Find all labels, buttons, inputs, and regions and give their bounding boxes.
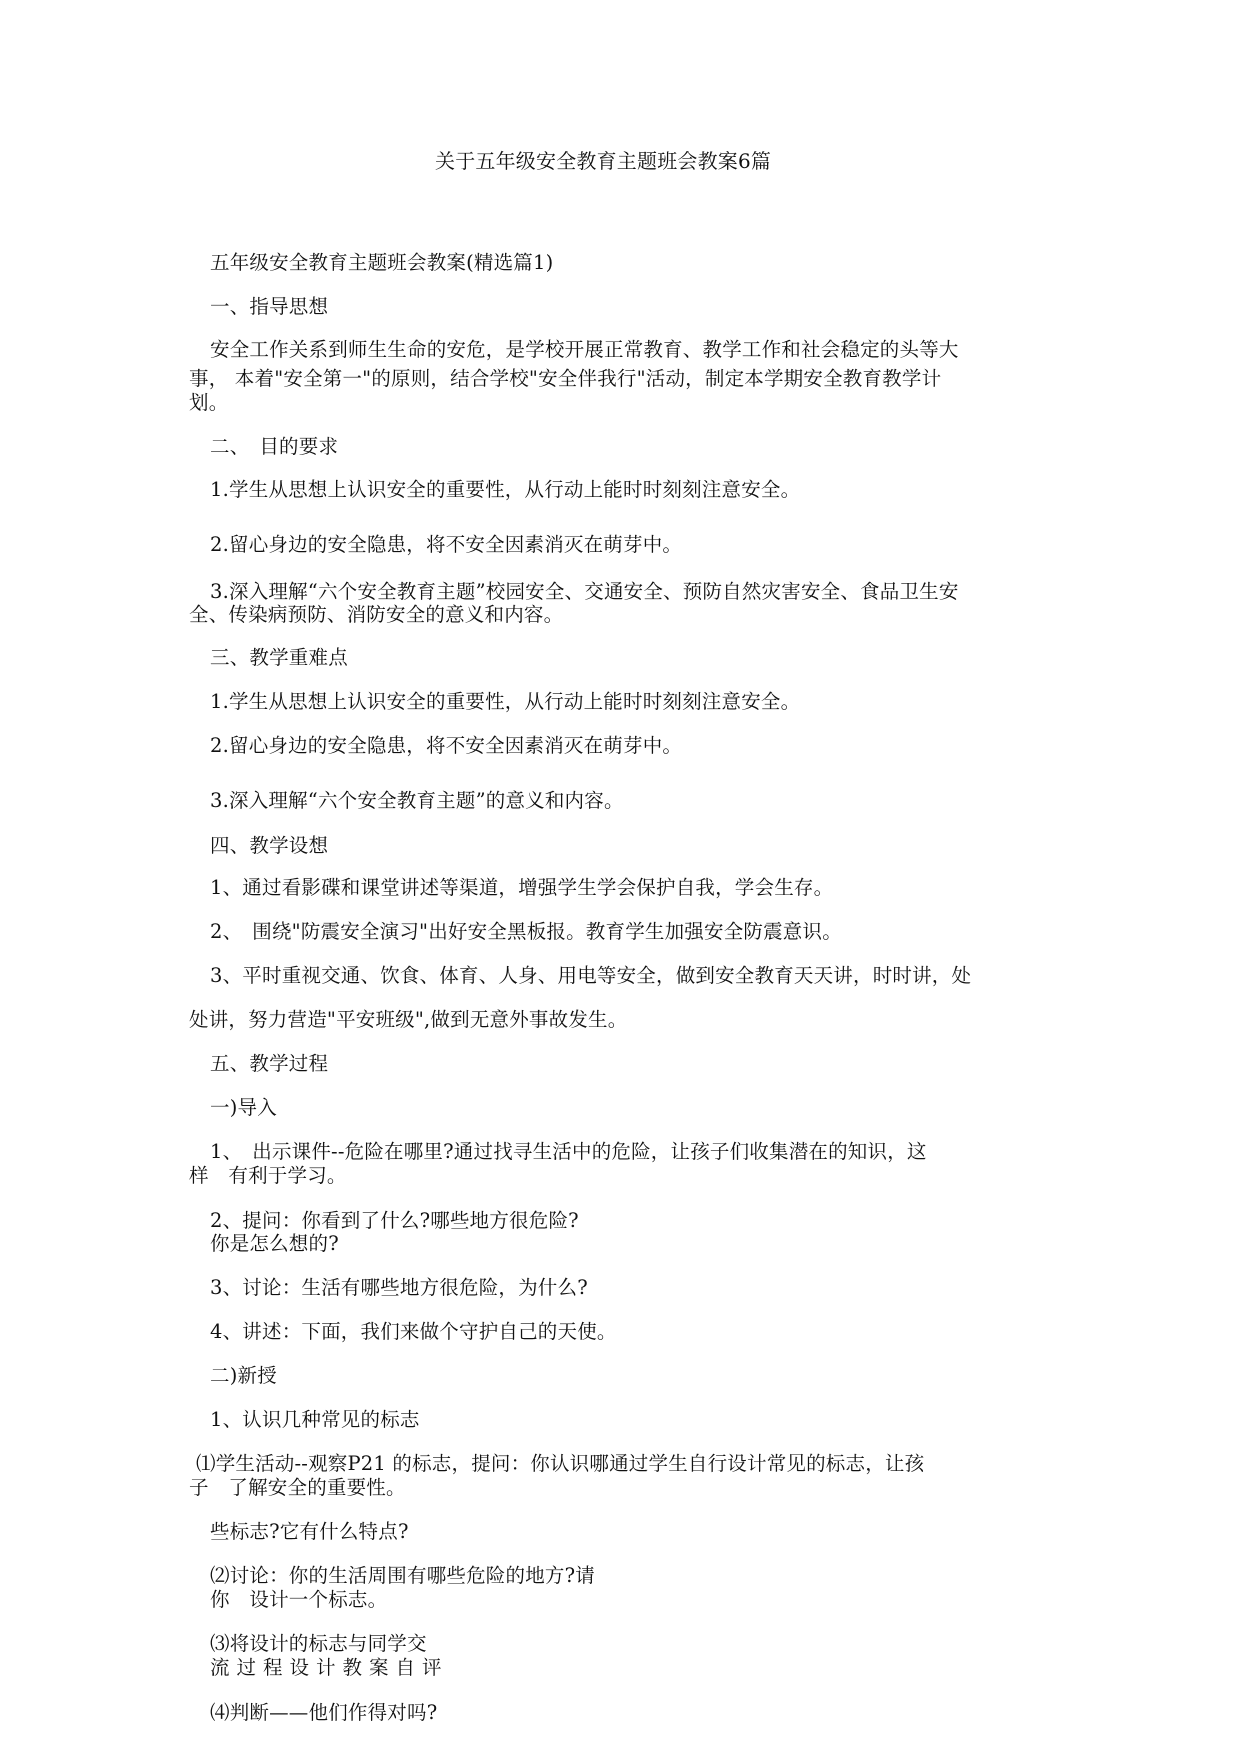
list-item: ⑷判断——他们作得对吗? — [210, 1701, 438, 1724]
paragraph-line: 划。 — [189, 391, 229, 414]
list-item: 3.深入理解“六个安全教育主题”校园安全、交通安全、预防自然灾害安全、食品卫生安 — [210, 580, 959, 603]
list-item: 3.深入理解“六个安全教育主题”的意义和内容。 — [210, 789, 624, 812]
list-item: 2、提问：你看到了什么?哪些地方很危险? — [210, 1209, 579, 1232]
subsection-heading: 二)新授 — [210, 1364, 277, 1387]
list-item: 1、通过看影碟和课堂讲述等渠道，增强学生学会保护自我，学会生存。 — [210, 876, 834, 899]
section-heading: 五、教学过程 — [210, 1052, 329, 1075]
list-item: 2.留心身边的安全隐患，将不安全因素消灭在萌芽中。 — [210, 533, 683, 556]
paragraph-line: 安全工作关系到师生生命的安危，是学校开展正常教育、教学工作和社会稳定的头等大 — [210, 338, 959, 361]
list-item: 2.留心身边的安全隐患，将不安全因素消灭在萌芽中。 — [210, 734, 683, 757]
section-heading: 五年级安全教育主题班会教案(精选篇1) — [210, 251, 554, 274]
subsection-heading: 一)导入 — [210, 1096, 277, 1119]
list-item: 3、平时重视交通、饮食、体育、人身、用电等安全，做到安全教育天天讲，时时讲，处 — [210, 964, 972, 987]
section-heading: 三、教学重难点 — [210, 646, 348, 669]
list-item: 1、 出示课件--危险在哪里?通过找寻生活中的危险，让孩子们收集潜在的知识，这 — [210, 1140, 927, 1163]
paragraph-line: 你是怎么想的? — [210, 1232, 339, 1255]
paragraph-line: 事， 本着"安全第一"的原则，结合学校"安全伴我行"活动，制定本学期安全教育教学计 — [189, 367, 942, 390]
list-item: ⑶将设计的标志与同学交 — [210, 1632, 427, 1655]
paragraph-line: 子 了解安全的重要性。 — [189, 1476, 406, 1499]
list-item: 3、讨论：生活有哪些地方很危险，为什么? — [210, 1276, 588, 1299]
list-item: 1.学生从思想上认识安全的重要性，从行动上能时时刻刻注意安全。 — [210, 690, 801, 713]
list-item: ⑴学生活动--观察P21 的标志，提问：你认识哪通过学生自行设计常见的标志，让孩 — [196, 1452, 925, 1475]
list-item: 2、 围绕"防震安全演习"出好安全黑板报。教育学生加强安全防震意识。 — [210, 920, 842, 943]
paragraph-line: 你 设计一个标志。 — [210, 1588, 388, 1611]
paragraph-line: 些标志?它有什么特点? — [210, 1520, 409, 1543]
document-title: 关于五年级安全教育主题班会教案6篇 — [435, 149, 772, 173]
list-item: 1.学生从思想上认识安全的重要性，从行动上能时时刻刻注意安全。 — [210, 478, 801, 501]
section-heading: 四、教学设想 — [210, 834, 329, 857]
section-heading: 二、 目的要求 — [210, 435, 339, 458]
section-heading: 一、指导思想 — [210, 295, 329, 318]
paragraph-line: 流过程设计教案自评 — [210, 1656, 449, 1679]
list-item: ⑵讨论：你的生活周围有哪些危险的地方?请 — [210, 1564, 595, 1587]
paragraph-line: 全、传染病预防、消防安全的意义和内容。 — [189, 603, 564, 626]
list-item: 4、讲述：下面，我们来做个守护自己的天使。 — [210, 1320, 617, 1343]
list-item: 1、认识几种常见的标志 — [210, 1408, 420, 1431]
paragraph-line: 处讲，努力营造"平安班级",做到无意外事故发生。 — [189, 1008, 628, 1031]
paragraph-line: 样 有利于学习。 — [189, 1164, 347, 1187]
